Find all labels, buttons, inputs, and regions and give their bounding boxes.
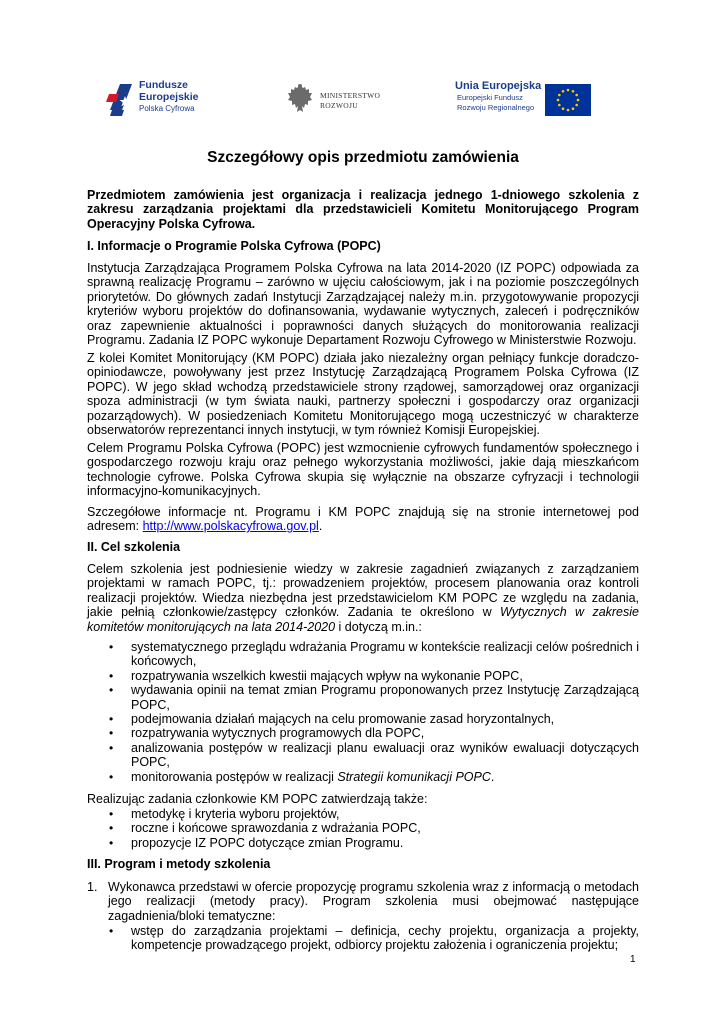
section-2-list-1 (109, 640, 639, 784)
list-item-text: analizowania postępów w realizacji planu ewaluacji oraz wyników ewaluacji dotyczących POPC, (131, 740, 639, 770)
section-3-item-1 (87, 880, 639, 923)
list-item: • podejmowania działań mających na celu promowanie zasad horyzontalnych, (109, 712, 555, 727)
fe-line-1: Fundusze (139, 79, 188, 91)
list-item-text: wstęp do zarządzania projektami – definicja, cechy projektu, organizacja a projekty, kompetencje prowadzącego projekt, odbiorcy projektu założenia i ograniczenia projektu; (131, 924, 639, 953)
list-item: • propozycje IZ POPC dotyczące zmian Programu. (109, 835, 404, 850)
list-item-text-italic: Strategii komunikacji POPC (337, 769, 491, 784)
fundusze-europejskie-logo-icon (106, 80, 136, 118)
section-2-list-2 (109, 807, 639, 850)
section-1-paragraph-4 (87, 505, 639, 534)
ue-line-1: Unia Europejska (455, 80, 542, 92)
list-item: • analizowania postępów w realizacji planu ewaluacji oraz wyników ewaluacji dotyczących POPC, (109, 740, 639, 770)
list-item: • monitorowania postępów w realizacji Strategii komunikacji POPC. (109, 769, 495, 784)
section-1-heading: I. Informacje o Programie Polska Cyfrowa (POPC) (87, 239, 381, 253)
list-item: • systematycznego przeglądu wdrażania Programu w kontekście realizacji celów pośrednich i końcowych, (109, 640, 639, 669)
s2-p1-a: Celem szkolenia jest podniesienie wiedzy w zakresie zagadnień związanych z zarządzaniem projektami w ramach POPC, tj.: prowadzeniem projektów, procesem planowania oraz kontroli realizacji projektów. Wiedza niezbędna jest przedstawicielom KM POPC ze względu na zadania, jakie pełnią członkowie/zastępcy członków. Zadania te określono w (87, 562, 639, 620)
section-2-paragraph-1 (87, 562, 639, 634)
section-1-p2-block (87, 351, 639, 437)
section-1-paragraph-1: Instytucja Zarządzająca Programem Polska Cyfrowa na lata 2014-2020 (IZ POPC) odpowiada za sprawną realizację Programu – zarówno w ujęciu całościowym, jak i na poziomie poszczególnych priorytetów. Do głównych zadań Instytucji Zarządzającej należy m.in. przygotowywanie propozycji kryteriów wyboru projektów do dofinansowania, wydawanie wytycznych, zaleceń i podręczników oraz zapewnienie aktualności i poprawności danych służących do monitorowania realizacji Programu. Zadania IZ POPC wykonuje Departament Rozwoju Cyfrowego w Ministerstwie Rozwoju. (87, 261, 639, 348)
fundusze-europejskie-logo (106, 78, 216, 122)
section-1-paragraph-3: Celem Programu Polska Cyfrowa (POPC) jest wzmocnienie cyfrowych fundamentów społecznego i gospodarczego rozwoju kraju oraz pełnego wykorzystania możliwości, jakie dają mieszkańcom technologie cyfrowe. Polska Cyfrowa skupia się wyłącznie na obszarze cyfryzacji i technologii informacyjno-komunikacyjnych. (87, 441, 639, 499)
page-title: Szczegółowy opis przedmiotu zamówienia (207, 149, 519, 166)
list-item: • rozpatrywania wszelkich kwestii mających wpływ na wykonanie POPC, (109, 668, 523, 683)
header-logos (0, 76, 725, 126)
eagle-emblem-icon (286, 82, 314, 116)
p4-text: Szczegółowe informacje nt. Programu i KM POPC znajdują się na stronie internetowej pod adresem: (87, 505, 639, 534)
list-item: • wstęp do zarządzania projektami – definicja, cechy projektu, organizacja a projekty, kompetencje prowadzącego projekt, odbiorcy projektu założenia i ograniczenia projektu; (109, 924, 639, 953)
page-number: 1 (630, 954, 636, 965)
list-item-text: rozpatrywania wytycznych programowych dla POPC, (131, 726, 425, 741)
section-2 (87, 540, 639, 554)
s2-p1-b: i dotyczą m.in.: (335, 619, 422, 634)
fe-line-2: Europejskie (139, 90, 199, 103)
section-2-p2-block (87, 792, 639, 806)
ue-line-3: Rozwoju Regionalnego (457, 102, 535, 112)
intro-block (87, 188, 639, 231)
section-2-heading: II. Cel szkolenia (87, 540, 181, 554)
list-item: • rozpatrywania wytycznych programowych dla POPC, (109, 726, 425, 741)
section-3-item-1-text: Wykonawca przedstawi w ofercie propozycję programu szkolenia wraz z informacją o metodach jego realizacji (metody pracy). Program szkolenia musi obejmować następujące zagadnienia/bloki tematyczne: (108, 880, 639, 923)
list-item-text-a: monitorowania postępów w realizacji (131, 769, 338, 784)
unia-europejska-logo (455, 80, 605, 120)
section-1 (87, 239, 639, 253)
p4-end: . (318, 519, 323, 534)
section-1-paragraph-2: Z kolei Komitet Monitorujący (KM POPC) działa jako niezależny organ pełniący funkcje doradczo-opiniodawcze, powoływany jest przez Instytucję Zarządzającą Programem Polska Cyfrowa (IZ POPC). W jego skład wchodzą przedstawiciele strony rządowej, samorządowej oraz organizacji spoza administracji (w tym świata nauki, partnerzy społeczni i gospodarczy oraz organizacji pozarządowych). W posiedzeniach Komitetu Monitorującego mogą uczestniczyć w charakterze obserwatorów reprezentanci innych instytucji, w tym również Komisji Europejskiej. (87, 351, 639, 438)
section-3 (87, 857, 639, 871)
intro-paragraph: Przedmiotem zamówienia jest organizacja i realizacja jednego 1-dniowego szkolenia z zakresu zarządzania projektami dla przedstawicieli Komitetu Monitorującego Program Operacyjny Polska Cyfrowa. (87, 188, 639, 231)
list-item: • metodykę i kryteria wyboru projektów, (109, 807, 340, 821)
list-item-text: propozycje IZ POPC dotyczące zmian Programu. (131, 835, 404, 850)
list-item-text-b: . (490, 769, 495, 784)
list-item: • roczne i końcowe sprawozdania z wdrażania POPC, (109, 821, 421, 836)
list-item-text: rozpatrywania wszelkich kwestii mających wpływ na wykonanie POPC, (131, 668, 523, 683)
ue-line-2: Europejski Fundusz (457, 93, 523, 102)
item-number: 1. (87, 880, 98, 894)
list-item-text: systematycznego przeglądu wdrażania Programu w kontekście realizacji celów pośrednich i końcowych, (131, 640, 639, 669)
ministerstwo-rozwoju-logo (286, 82, 396, 122)
ministry-line-1: MINISTERSTWO (320, 91, 381, 100)
section-3-heading: III. Program i metody szkolenia (87, 857, 271, 871)
section-1-p4-block (87, 505, 639, 534)
section-1-p3-block (87, 441, 639, 499)
list-item-text: roczne i końcowe sprawozdania z wdrażania POPC, (131, 821, 421, 836)
fe-line-3: Polska Cyfrowa (139, 104, 195, 113)
section-3-sublist (109, 924, 639, 953)
ministry-line-2: ROZWOJU (320, 101, 358, 110)
section-2-paragraph-2: Realizując zadania członkowie KM POPC zatwierdzają także: (87, 792, 428, 806)
list-item-text: wydawania opinii na temat zmian Programu proponowanych przez Instytucję Zarządzającą POPC, (131, 683, 639, 712)
list-item-text: metodykę i kryteria wyboru projektów, (131, 807, 340, 821)
section-1-p1-block (87, 261, 639, 347)
list-item: • wydawania opinii na temat zmian Programu proponowanych przez Instytucję Zarządzającą POPC, (109, 683, 639, 712)
polskacyfrowa-link[interactable]: http://www.polskacyfrowa.gov.pl (142, 519, 319, 534)
section-2-p1-block (87, 562, 639, 634)
list-item-text: podejmowania działań mających na celu promowanie zasad horyzontalnych, (131, 712, 555, 727)
eu-flag-icon (545, 84, 591, 116)
s2-p1-italic: Wytycznych w zakresie komitetów monitorujących na lata 2014-2020 (87, 605, 639, 634)
